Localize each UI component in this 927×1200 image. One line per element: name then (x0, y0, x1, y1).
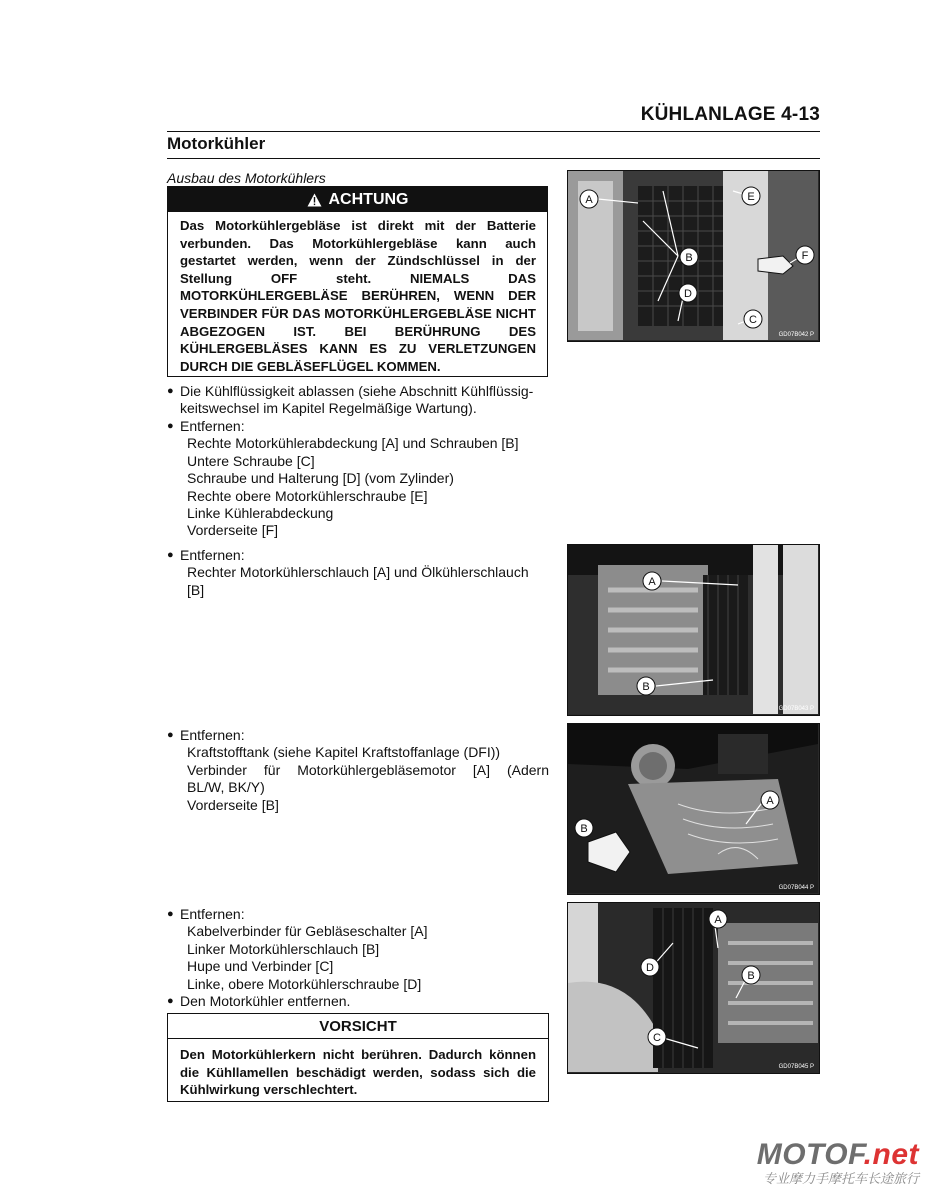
step-remove-connectors: ● Entfernen: Kabelverbinder für Gebläseschalter [A] Linker Motorkühlerschlauch [B] Hupe und Verbinder [C] Linke, obere Motorkühlerschraube [D] ● Den Motorkühler entfernen. (167, 906, 549, 1010)
section-subtitle: Ausbau des Motorkühlers (167, 170, 326, 186)
photo-label: F (801, 250, 809, 262)
watermark-brand: MOTOF (756, 1138, 864, 1171)
list-item: BL/W, BK/Y) (187, 779, 265, 796)
photo-code: GD07B044 P (778, 885, 814, 891)
watermark (757, 1138, 919, 1187)
list-item: Rechter Motorkühlerschlauch [A] und Ölkühlerschlauch (187, 564, 529, 581)
photo-label: C (749, 314, 757, 326)
step-remove-hoses: ● Entfernen: Rechter Motorkühlerschlauch [A] und Ölkühlerschlauch [B] (167, 547, 549, 599)
list-item: [B] (187, 581, 205, 598)
photo-radiator-cover (567, 170, 820, 342)
section-rule (167, 158, 820, 159)
list-item: Schraube und Halterung [D] (vom Zylinder) (187, 470, 454, 487)
photo-label: D (646, 962, 654, 974)
watermark-suffix: .net (863, 1138, 919, 1171)
photo-radiator-hoses (567, 544, 820, 716)
step-remove-covers: ● Entfernen: Rechte Motorkühlerabdeckung [A] und Schrauben [B] Untere Schraube [C] Schraube und Halterung [D] (vom Zylinder) Rechte obere Motorkühlerschraube [E] Linke Kühlerabdeckung Vorderseite [F] (167, 418, 549, 540)
photo-label: B (685, 252, 693, 264)
step-remove-radiator: ● Den Motorkühler entfernen. (167, 993, 351, 1010)
list-item: Untere Schraube [C] (187, 452, 315, 469)
photo-label: B (580, 823, 588, 835)
section-title: Motorkühler (167, 134, 266, 153)
warning-title: ACHTUNG (328, 190, 409, 208)
list-item: Vorderseite [F] (187, 522, 279, 539)
bullet-dot-icon: ● (167, 420, 174, 432)
bullet-dot-icon: ● (167, 549, 174, 561)
photo-label: A (714, 914, 722, 926)
list-item: Rechte obere Motorkühlerschraube [E] (187, 487, 428, 504)
list-item: Linker Motorkühlerschlauch [B] (187, 940, 380, 957)
step-remove-tank: ● Entfernen: Kraftstofftank (siehe Kapitel Kraftstoffanlage (DFI)) Verbinder für Motorkühlergebläsemotor [A] (Adern BL/W, BK/Y) Vorderseite [B] (167, 727, 549, 813)
page-header-title: KÜHLANLAGE 4-13 (640, 104, 820, 125)
photo-label: A (585, 194, 593, 206)
list-item: Linke Kühlerabdeckung (187, 505, 334, 522)
photo-label: B (747, 970, 755, 982)
photo-label: A (766, 795, 774, 807)
bullet-dot-icon: ● (167, 385, 174, 397)
caution-box (167, 1013, 549, 1102)
list-item: Hupe und Verbinder [C] (187, 958, 334, 975)
list-item: Kabelverbinder für Gebläseschalter [A] (187, 923, 428, 940)
caution-title: VORSICHT (168, 1014, 548, 1039)
photo-label: C (653, 1032, 661, 1044)
list-item: Vorderseite [B] (187, 796, 279, 813)
photo-fan-connector (567, 723, 820, 895)
list-item: Linke, obere Motorkühlerschraube [D] (187, 975, 422, 992)
caution-text: Den Motorkühlerkern nicht berühren. Dadurch können die Kühllamellen beschädigt werden, sodass sich die Kühlwirkung verschlechtert. (180, 1047, 536, 1098)
photo-label: B (642, 681, 650, 693)
header-rule (167, 131, 820, 132)
list-item: Rechte Motorkühlerabdeckung [A] und Schrauben [B] (187, 435, 519, 452)
list-item: Kraftstofftank (siehe Kapitel Kraftstoffanlage (DFI)) (187, 744, 501, 761)
bullet-dot-icon: ● (167, 729, 174, 741)
warning-header (168, 187, 547, 212)
warning-box (167, 186, 548, 377)
warning-triangle-icon (307, 193, 322, 207)
photo-left-radiator (567, 902, 820, 1074)
watermark-tagline: 专业摩力手摩托车长途旅行 (762, 1171, 919, 1186)
photo-label: A (648, 576, 656, 588)
photo-label: E (747, 191, 755, 203)
photo-code: GD07B045 P (778, 1064, 814, 1070)
warning-text: Das Motorkühlergebläse ist direkt mit der Batterie verbunden. Das Motorkühlergebläse kann auch gestartet werden, wenn der Zündschlüssel in der Stellung OFF steht. NIEMALS DAS MOTORKÜHLERGEBLÄSE BERÜHREN, WENN DER VERBINDER FÜR DAS MOTORKÜHLERGEBLÄSE NICHT ABGEZOGEN IST. BEI BERÜHRUNG DES KÜHLERGEBLÄSES KANN ES ZU VERLETZUNGEN DURCH DIE GEBLÄSEFLÜGEL KOMMEN. (180, 218, 536, 374)
list-item: Verbinder für Motorkühlergebläsemotor [A] (Adern (187, 761, 549, 778)
photo-code: GD07B043 P (778, 706, 814, 712)
photo-code: GD07B042 P (778, 332, 814, 338)
photo-label: D (684, 288, 692, 300)
bullet-dot-icon: ● (167, 995, 174, 1008)
bullet-dot-icon: ● (167, 908, 174, 920)
step-drain-coolant: ● Die Kühlflüssigkeit ablassen (siehe Abschnitt Kühlflüssig- keitswechsel im Kapitel Regelmäßige Wartung). (167, 383, 534, 417)
